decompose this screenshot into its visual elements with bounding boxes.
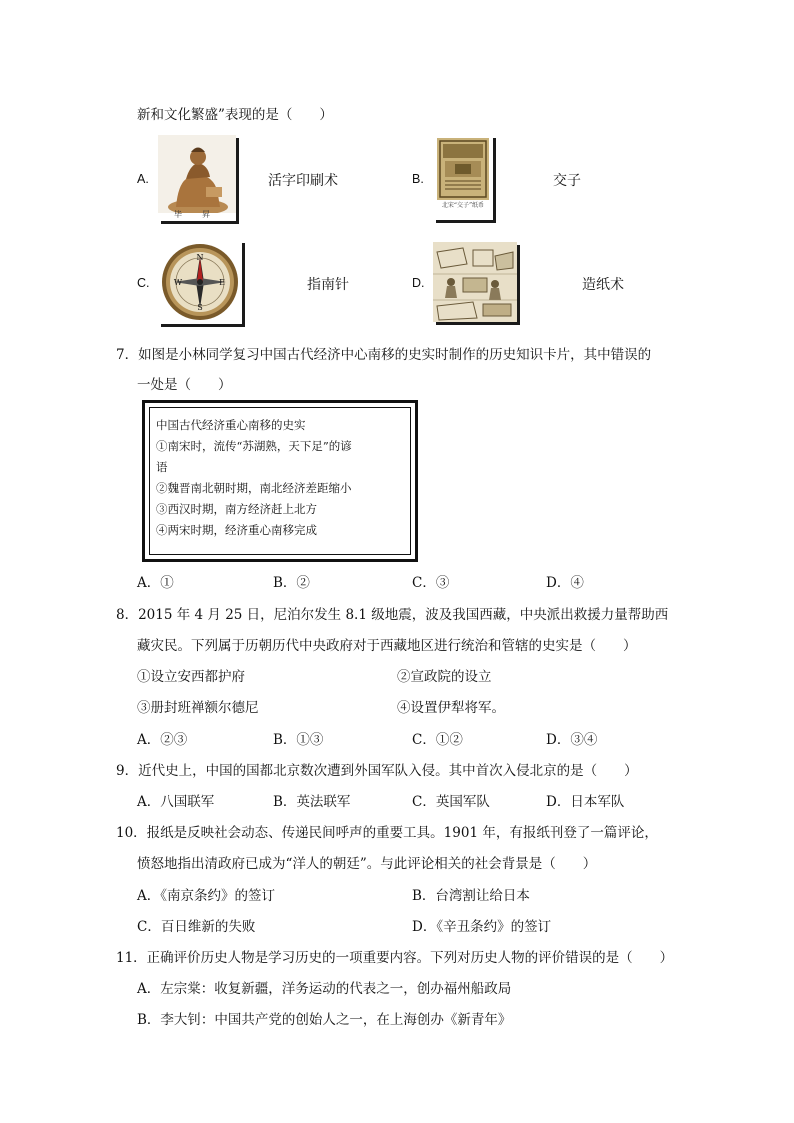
q6-option-a-letter[interactable]: A. (137, 172, 149, 186)
statue-caption: 毕 昇 (174, 210, 216, 219)
q7-option-b[interactable]: B．② (273, 575, 310, 591)
knowledge-card (142, 400, 418, 562)
q10-option-c[interactable]: C．百日维新的失败 (137, 919, 256, 935)
q8-option-d[interactable]: D．③④ (546, 732, 598, 748)
q9-option-a[interactable]: A．八国联军 (137, 794, 215, 810)
compass-e-label: E (219, 278, 225, 287)
q10-option-b[interactable]: B．台湾割让给日本 (412, 888, 530, 904)
q8-option-c[interactable]: C．①② (412, 732, 463, 748)
bi-sheng-statue-image (158, 135, 236, 221)
q11-option-a[interactable]: A．左宗棠：收复新疆，洋务运动的代表之一，创办福州船政局 (137, 981, 512, 997)
q8-stem-line2: 藏灾民。下列属于历朝历代中央政府对于西藏地区进行统治和管辖的史实是（ ） (137, 638, 637, 654)
q7-option-a[interactable]: A．① (137, 575, 174, 591)
q9-option-b[interactable]: B．英法联军 (273, 794, 351, 810)
q8-item-3: ③册封班禅额尔德尼 (137, 700, 259, 716)
q9-option-c[interactable]: C．英国军队 (412, 794, 490, 810)
q10-option-d[interactable]: D．《辛丑条约》的签订 (412, 919, 552, 935)
q7-stem-line2: 一处是（ ） (137, 377, 232, 393)
q11-option-b[interactable]: B．李大钊：中国共产党的创始人之一，在上海创办《新青年》 (137, 1012, 512, 1028)
q9-stem: 9．近代史上，中国的国都北京数次遭到外国军队入侵。其中首次入侵北京的是（ ） (116, 763, 638, 779)
q6-stem-tail: 新和文化繁盛”表现的是（ ） (137, 107, 333, 123)
q6-option-d-label: 造纸术 (582, 277, 624, 293)
q8-item-1: ①设立安西都护府 (137, 669, 245, 685)
compass-s-label: S (197, 303, 203, 312)
q10-stem-line1: 10．报纸是反映社会动态、传递民间呼声的重要工具。1901 年，有报纸刊登了一篇评论， (116, 825, 658, 841)
q6-option-c-letter[interactable]: C. (137, 276, 150, 290)
papermaking-image (433, 242, 517, 322)
q11-stem: 11．正确评价历史人物是学习历史的一项重要内容。下列对历史人物的评价错误的是（ ） (116, 950, 674, 966)
compass-n-label: N (196, 253, 204, 262)
card-title: 中国古代经济重心南移的史实 (156, 418, 306, 432)
q10-stem-line2: 愤怒地指出清政府已成为“洋人的朝廷”。与此评论相关的社会背景是（ ） (137, 856, 597, 872)
card-item-2: ②魏晋南北朝时期，南北经济差距缩小 (156, 481, 352, 495)
card-item-4: ④两宋时期，经济重心南移完成 (156, 523, 317, 537)
q8-option-a[interactable]: A．②③ (137, 732, 188, 748)
q9-option-d[interactable]: D．日本军队 (546, 794, 625, 810)
q6-option-c-label: 指南针 (307, 277, 349, 293)
q6-option-b-label: 交子 (553, 173, 581, 189)
card-item-1: ①南宋时，流传“苏湖熟，天下足”的谚 (156, 439, 352, 453)
q8-stem-line1: 8．2015 年 4 月 25 日，尼泊尔发生 8.1 级地震，波及我国西藏，中央派出救援力量帮助西 (116, 607, 669, 623)
q6-option-b-letter[interactable]: B. (412, 172, 424, 186)
q7-stem-line1: 7．如图是小林同学复习中国古代经济中心南移的史实时制作的历史知识卡片，其中错误的 (116, 347, 652, 363)
q6-option-a-label: 活字印刷术 (268, 173, 338, 189)
q8-item-2: ②宣政院的设立 (397, 669, 492, 685)
q8-option-b[interactable]: B．①③ (273, 732, 324, 748)
q7-option-d[interactable]: D．④ (546, 575, 584, 591)
card-item-3: ③西汉时期，南方经济赶上北方 (156, 502, 317, 516)
compass-image (158, 240, 242, 324)
compass-w-label: W (173, 278, 183, 287)
jiaozi-banknote-image (433, 135, 493, 220)
jiaozi-caption: 北宋“交子”纸币 (441, 202, 485, 209)
q7-option-c[interactable]: C．③ (412, 575, 450, 591)
q6-option-d-letter[interactable]: D. (412, 276, 425, 290)
q10-option-a[interactable]: A．《南京条约》的签订 (137, 888, 275, 904)
card-item-1-cont: 语 (156, 460, 168, 474)
q8-item-4: ④设置伊犁将军。 (397, 700, 505, 716)
